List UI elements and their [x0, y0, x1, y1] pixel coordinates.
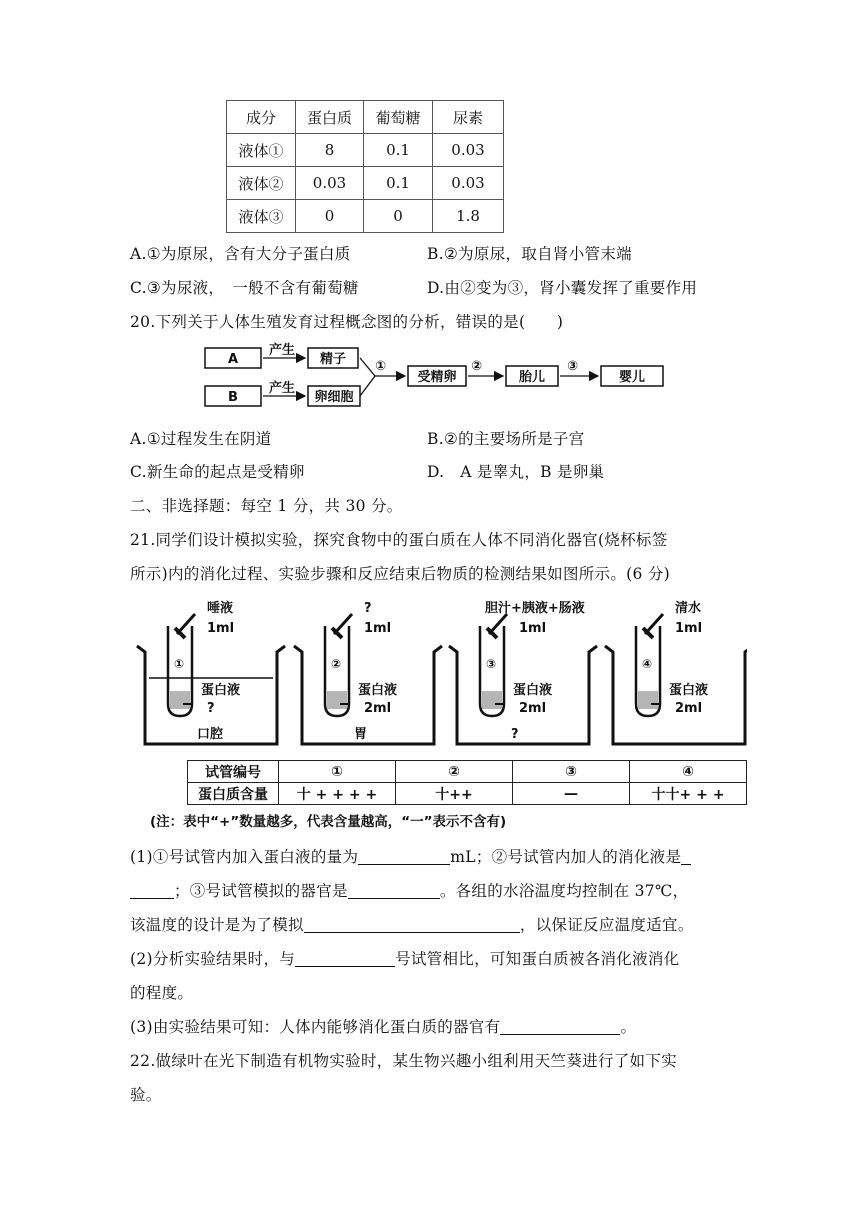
protein-liquid-label: 蛋白液 — [201, 683, 241, 698]
reagent-volume-label: 1ml — [675, 621, 703, 636]
result-cell: 十 + + + + — [279, 783, 396, 805]
tube-number: ② — [331, 657, 342, 671]
result-header-protein: 蛋白质含量 — [188, 783, 279, 805]
q21-stem-line1: 21.同学们设计模拟实验，探究食物中的蛋白质在人体不同消化器官(烧杯标签 — [130, 531, 668, 549]
text-span: 号试管相比，可知蛋白质被各消化液消化 — [395, 950, 680, 968]
q20-option-a: A.①过程发生在阴道 — [130, 430, 272, 448]
q19-option-b: B.②为原尿，取自肾小管末端 — [427, 245, 632, 263]
protein-liquid-label: 蛋白液 — [669, 683, 709, 698]
result-cell: ② — [396, 761, 513, 783]
table-row — [227, 200, 504, 233]
q19-option-a: A.①为原尿，含有大分子蛋白质 — [130, 245, 351, 263]
answer-blank[interactable] — [304, 916, 520, 933]
text-span: mL；②号试管内加人的消化液是 — [450, 848, 682, 866]
digestion-beakers-diagram — [135, 596, 747, 754]
answer-blank[interactable] — [681, 848, 691, 865]
table-row — [227, 134, 504, 167]
table-cell: 液体③ — [227, 200, 296, 233]
protein-liquid — [638, 691, 658, 709]
q21-part2-line1 — [130, 947, 679, 969]
tube-number: ③ — [486, 657, 497, 671]
table-row — [227, 167, 504, 200]
result-cell: 十++ — [396, 783, 513, 805]
answer-blank[interactable] — [130, 882, 174, 899]
q21-stem-line2: 所示)内的消化过程、实验步骤和反应结束后物质的检测结果如图所示。(6 分) — [130, 565, 671, 583]
egg-label: 卵细胞 — [314, 390, 354, 405]
text-span: ；③号试管模拟的器官是 — [174, 882, 348, 900]
organ-label: 胃 — [354, 727, 368, 742]
answer-blank[interactable] — [348, 882, 440, 899]
protein-liquid-label: 蛋白液 — [513, 683, 553, 698]
q19-composition-table — [226, 100, 504, 233]
table-cell: 蛋白质 — [296, 101, 364, 134]
table-cell: 0.03 — [296, 167, 364, 200]
reproduction-concept-diagram — [195, 340, 675, 412]
reagent-label: 唾液 — [207, 601, 234, 616]
text-span: 该温度的设计是为了模拟 — [130, 916, 304, 934]
q19-option-c: C.③为尿液， 一般不含有葡萄糖 — [130, 279, 359, 297]
q21-part1-line2 — [130, 879, 688, 901]
q19-option-d: D.由②变为③，肾小囊发挥了重要作用 — [427, 279, 698, 297]
answer-blank[interactable] — [295, 950, 395, 967]
protein-liquid — [482, 691, 502, 709]
answer-blank[interactable] — [500, 1018, 620, 1035]
text-span: (2)分析实验结果时，与 — [130, 950, 296, 968]
result-cell: ① — [279, 761, 396, 783]
section-2-heading: 二、非选择题：每空 1 分，共 30 分。 — [130, 497, 403, 515]
protein-amount-label: 2ml — [519, 701, 547, 716]
reagent-label: 清水 — [675, 601, 702, 616]
organ-label: ? — [511, 727, 519, 742]
table-cell: 1.8 — [433, 200, 504, 233]
table-cell: 葡萄糖 — [364, 101, 433, 134]
result-cell: ④ — [630, 761, 747, 783]
table-cell: 0.03 — [433, 167, 504, 200]
q20-option-b: B.②的主要场所是子宫 — [427, 430, 585, 448]
table-cell: 0 — [296, 200, 364, 233]
protein-liquid-label: 蛋白液 — [358, 683, 398, 698]
box-b-label: B — [228, 390, 238, 405]
q21-part1-line3 — [130, 913, 694, 935]
protein-amount-label: 2ml — [675, 701, 703, 716]
answer-blank[interactable] — [358, 848, 450, 865]
result-cell: — — [513, 783, 630, 805]
reagent-volume-label: 1ml — [207, 621, 235, 636]
table-cell: 0.1 — [364, 134, 433, 167]
table-cell: 0.03 — [433, 134, 504, 167]
q21-part3 — [130, 1015, 636, 1037]
protein-amount-label: 2ml — [364, 701, 392, 716]
text-span: 。 — [620, 1018, 637, 1036]
reagent-volume-label: 1ml — [364, 621, 392, 636]
table-row — [188, 761, 747, 783]
protein-liquid — [327, 691, 347, 709]
tube-number: ① — [174, 657, 185, 671]
step2-label: ② — [471, 359, 483, 374]
result-cell: ③ — [513, 761, 630, 783]
protein-liquid — [170, 691, 190, 709]
q22-line2: 验。 — [130, 1086, 162, 1104]
produce-label-1: 产生 — [269, 343, 296, 358]
result-cell: 十十+ + + — [630, 783, 747, 805]
table-cell: 液体② — [227, 167, 296, 200]
table-cell: 8 — [296, 134, 364, 167]
text-span: ，以保证反应温度适宜。 — [519, 916, 694, 934]
table-cell: 尿素 — [433, 101, 504, 134]
protein-result-table — [187, 760, 747, 805]
table-row — [227, 101, 504, 134]
tube-number: ④ — [642, 657, 653, 671]
protein-amount-label: ? — [207, 701, 215, 716]
baby-label: 婴儿 — [618, 370, 646, 385]
q20-stem: 20.下列关于人体生殖发育过程概念图的分析，错误的是( ) — [130, 313, 564, 331]
table-row — [188, 783, 747, 805]
q22-line1: 22.做绿叶在光下制造有机物实验时，某生物兴趣小组利用天竺葵进行了如下实 — [130, 1052, 677, 1070]
zygote-label: 受精卵 — [417, 370, 457, 385]
text-span: (3)由实验结果可知：人体内能够消化蛋白质的器官有 — [130, 1018, 501, 1036]
text-span: (1)①号试管内加入蛋白液的量为 — [130, 848, 359, 866]
result-header-tube-id: 试管编号 — [188, 761, 279, 783]
reagent-label: 胆汁+胰液+肠液 — [485, 601, 585, 616]
table-cell: 0 — [364, 200, 433, 233]
step3-label: ③ — [567, 359, 579, 374]
text-span: 。各组的水浴温度均控制在 37℃， — [439, 882, 689, 900]
table-cell: 成分 — [227, 101, 296, 134]
result-note: (注：表中“+”数量越多，代表含量越高，“一”表示不含有) — [150, 814, 507, 830]
fetus-label: 胎儿 — [518, 370, 546, 385]
organ-label: 口腔 — [197, 727, 224, 742]
box-a-label: A — [227, 352, 239, 367]
q21-part1-line1 — [130, 845, 691, 867]
q20-option-c: C.新生命的起点是受精卵 — [130, 463, 305, 481]
reagent-label: ? — [364, 601, 372, 616]
step1-label: ① — [375, 359, 387, 374]
merge-bracket — [360, 358, 375, 396]
q20-option-d: D. A 是睾丸，B 是卵巢 — [427, 463, 605, 481]
sperm-label: 精子 — [319, 352, 347, 367]
produce-label-2: 产生 — [269, 381, 296, 396]
table-cell: 液体① — [227, 134, 296, 167]
q21-part2-line2: 的程度。 — [130, 984, 194, 1002]
table-cell: 0.1 — [364, 167, 433, 200]
reagent-volume-label: 1ml — [519, 621, 547, 636]
